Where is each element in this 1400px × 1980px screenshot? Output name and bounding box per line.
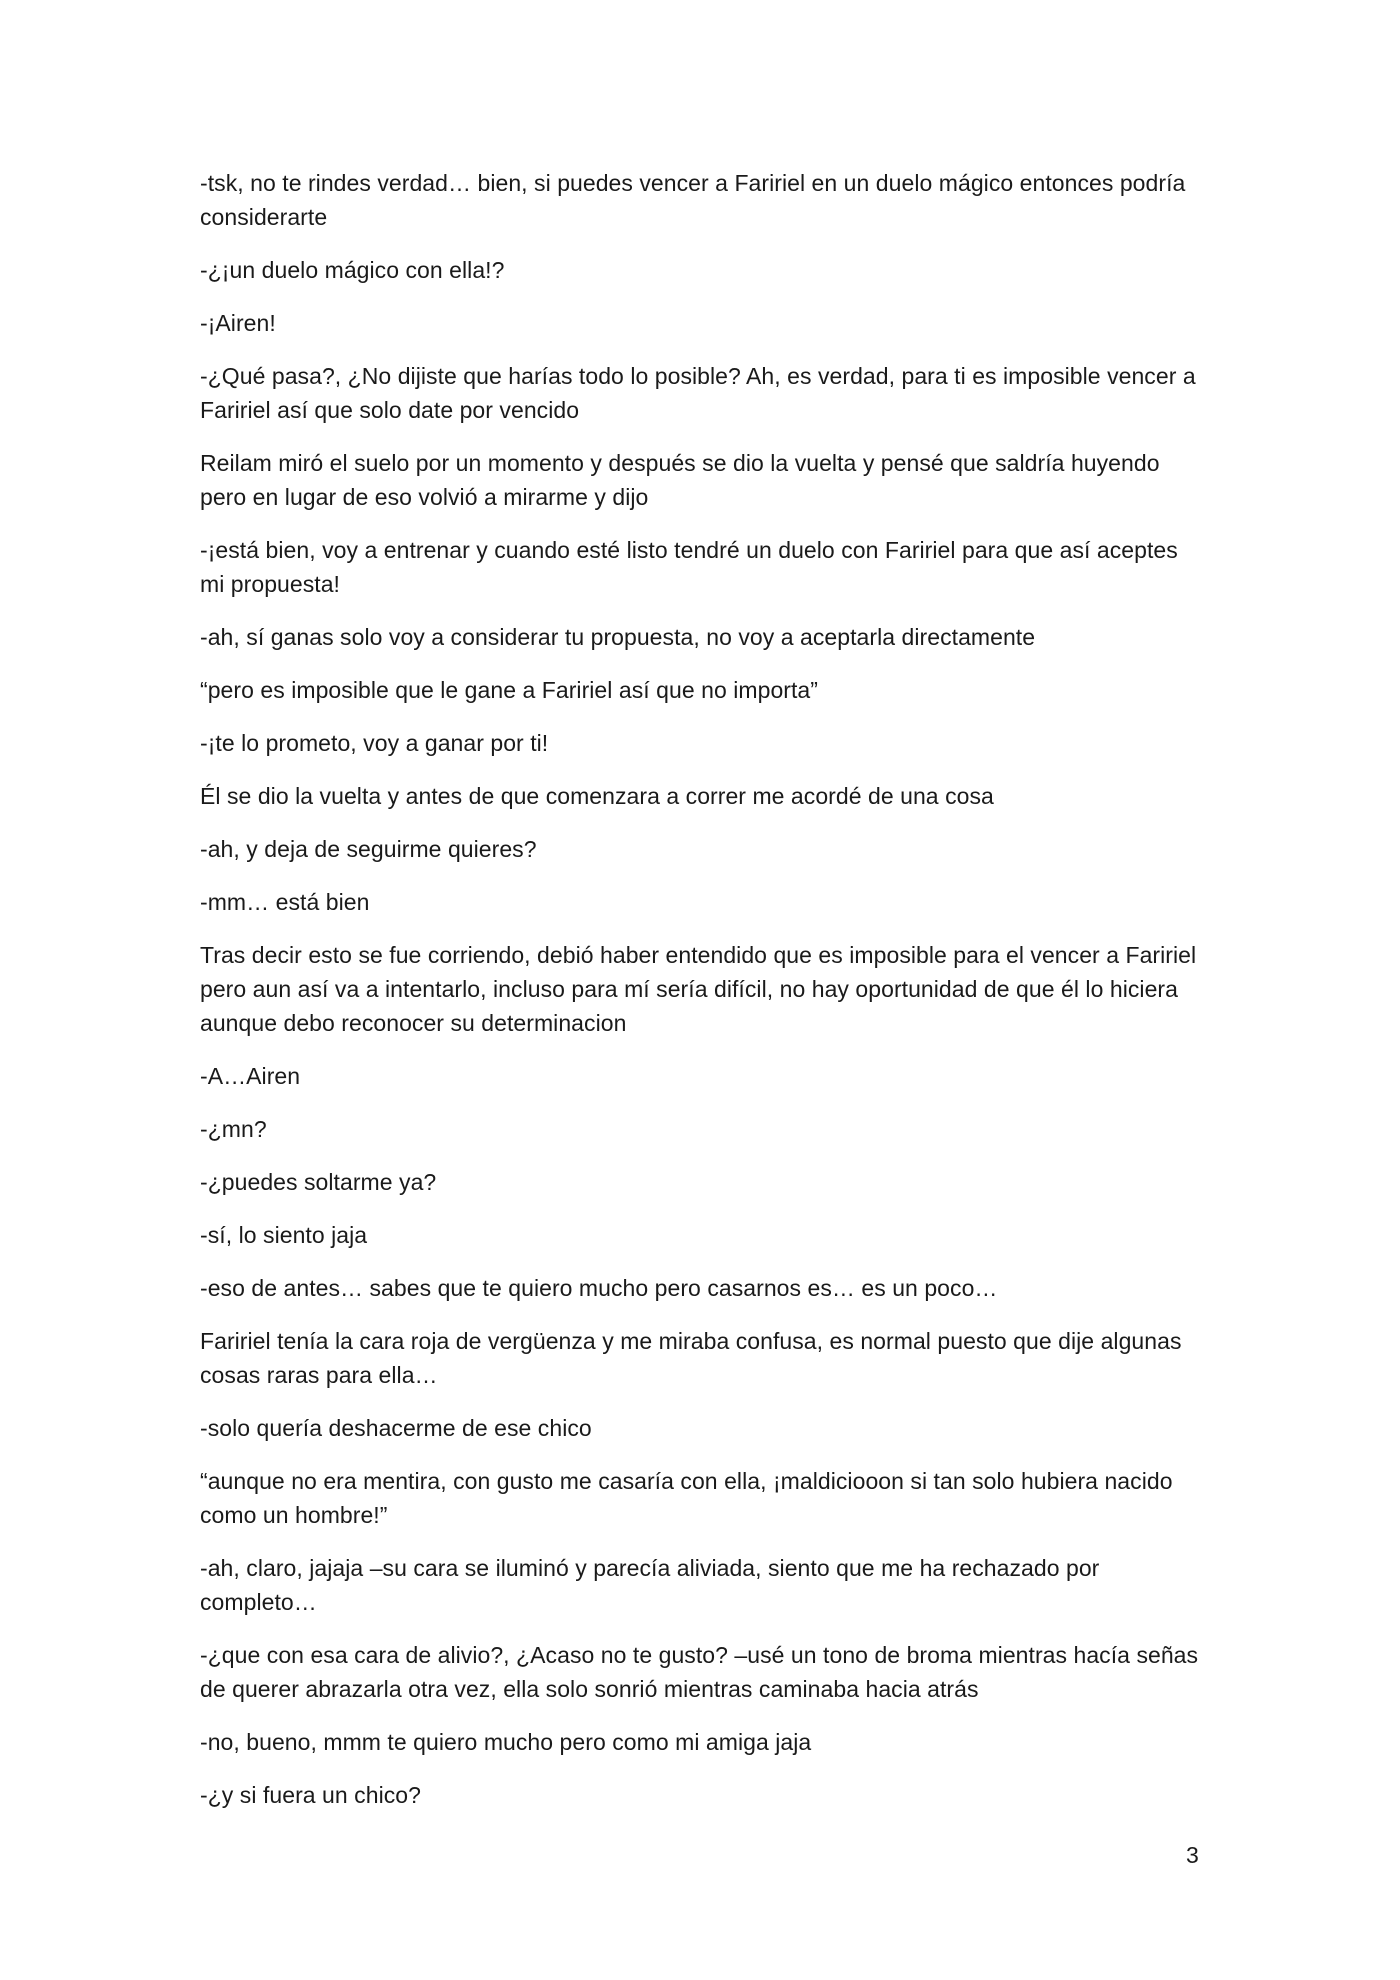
paragraph: -¿que con esa cara de alivio?, ¿Acaso no te gusto? –usé un tono de broma mientras hacía señas de querer abrazarla otra vez, ella solo sonrió mientras caminaba hacia atrás <box>200 1642 1199 1702</box>
paragraph: -¿mn? <box>200 1116 267 1142</box>
paragraph: “aunque no era mentira, con gusto me casaría con ella, ¡maldiciooon si tan solo hubiera nacido como un hombre!” <box>200 1468 1173 1528</box>
paragraph: -ah, claro, jajaja –su cara se iluminó y parecía aliviada, siento que me ha rechazado por completo… <box>200 1555 1100 1615</box>
paragraph: -no, bueno, mmm te quiero mucho pero como mi amiga jaja <box>200 1729 812 1755</box>
paragraph: -¿puedes soltarme ya? <box>200 1169 437 1195</box>
paragraph: -¿y si fuera un chico? <box>200 1782 421 1808</box>
page-number: 3 <box>1186 1842 1199 1868</box>
paragraph: Reilam miró el suelo por un momento y después se dio la vuelta y pensé que saldría huyendo pero en lugar de eso volvió a mirarme y dijo <box>200 450 1160 510</box>
paragraph: “pero es imposible que le gane a Faririel así que no importa” <box>200 677 818 703</box>
paragraph: -¡te lo prometo, voy a ganar por ti! <box>200 730 549 756</box>
paragraph: -¡Airen! <box>200 310 276 336</box>
paragraph: -A…Airen <box>200 1063 301 1089</box>
paragraph: Faririel tenía la cara roja de vergüenza y me miraba confusa, es normal puesto que dije algunas cosas raras para ella… <box>200 1328 1182 1388</box>
paragraph: -¡está bien, voy a entrenar y cuando esté listo tendré un duelo con Faririel para que así aceptes mi propuesta! <box>200 537 1178 597</box>
paragraph: -mm… está bien <box>200 889 370 915</box>
paragraph: Tras decir esto se fue corriendo, debió haber entendido que es imposible para el vencer a Faririel pero aun así va a intentarlo, incluso para mí sería difícil, no hay oportunidad de que él lo hiciera aunque debo reconocer su determinacion <box>200 942 1197 1036</box>
paragraph: -tsk, no te rindes verdad… bien, si puedes vencer a Faririel en un duelo mágico entonces podría considerarte <box>200 170 1186 230</box>
paragraph: -ah, y deja de seguirme quieres? <box>200 836 537 862</box>
paragraph: -¿¡un duelo mágico con ella!? <box>200 257 505 283</box>
paragraph: -eso de antes… sabes que te quiero mucho pero casarnos es… es un poco… <box>200 1275 998 1301</box>
paragraph: -solo quería deshacerme de ese chico <box>200 1415 592 1441</box>
paragraph: -¿Qué pasa?, ¿No dijiste que harías todo lo posible? Ah, es verdad, para ti es imposible vencer a Faririel así que solo date por vencido <box>200 363 1196 423</box>
paragraph: -sí, lo siento jaja <box>200 1222 368 1248</box>
paragraph: Él se dio la vuelta y antes de que comenzara a correr me acordé de una cosa <box>200 783 994 809</box>
paragraph: -ah, sí ganas solo voy a considerar tu propuesta, no voy a aceptarla directamente <box>200 624 1036 650</box>
page-body <box>200 166 1200 1831</box>
